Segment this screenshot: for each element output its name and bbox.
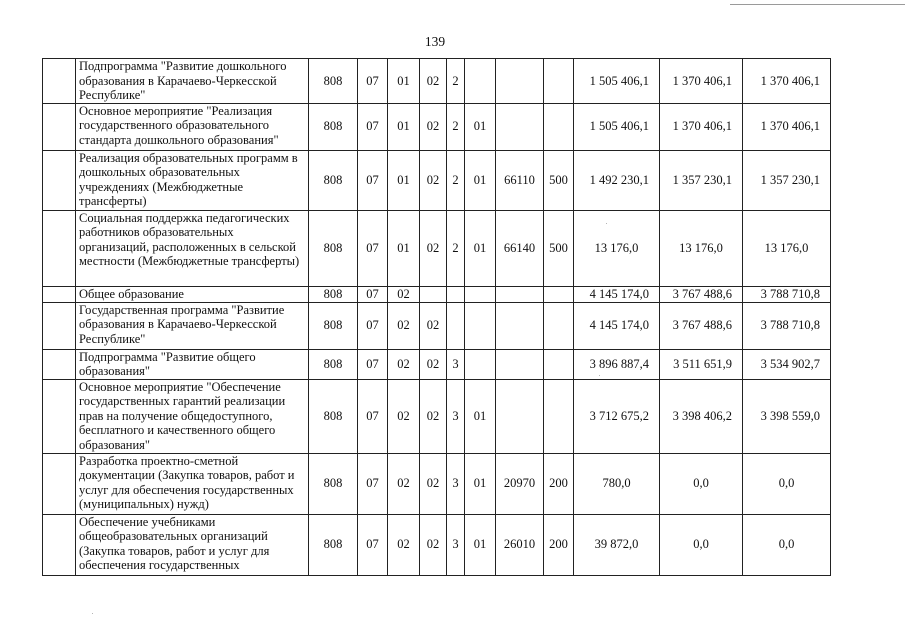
item-name-cell: Подпрограмма "Развитие общего образования" xyxy=(76,349,309,379)
program-cell: 02 xyxy=(420,302,447,349)
program-cell: 02 xyxy=(420,349,447,379)
item-name-cell: Государственная программа "Развитие образования в Карачаево-Черкесской Республике" xyxy=(76,302,309,349)
item-name-cell: Основное мероприятие "Обеспечение государственных гарантий реализации прав на получение общедоступного, бесплатного и качественного общего образования" xyxy=(76,379,309,453)
subprogram-cell: 3 xyxy=(447,379,465,453)
table-row xyxy=(43,286,831,302)
row-number-cell xyxy=(43,59,76,104)
subprogram-cell xyxy=(447,286,465,302)
item-name-cell: Реализация образовательных программ в дошкольных образовательных учреждениях (Межбюджетные трансферты) xyxy=(76,150,309,210)
amount-year-3-cell: 13 176,0 xyxy=(743,210,831,286)
program-cell: 02 xyxy=(420,514,447,575)
gov-code-cell: 808 xyxy=(309,150,358,210)
amount-year-3-cell: 3 788 710,8 xyxy=(743,302,831,349)
subsection-cell: 01 xyxy=(388,103,420,150)
expense-type-cell xyxy=(544,103,574,150)
section-cell: 07 xyxy=(358,302,388,349)
amount-year-2-cell: 3 398 406,2 xyxy=(660,379,743,453)
table-row xyxy=(43,150,831,210)
row-number-cell xyxy=(43,514,76,575)
amount-year-1-cell: 4 145 174,0 xyxy=(574,286,660,302)
amount-year-3-cell: 0,0 xyxy=(743,453,831,514)
activity-cell: 01 xyxy=(465,514,496,575)
gov-code-cell: 808 xyxy=(309,349,358,379)
row-number-cell xyxy=(43,103,76,150)
subprogram-cell: 3 xyxy=(447,514,465,575)
table-row xyxy=(43,514,831,575)
subsection-cell: 01 xyxy=(388,210,420,286)
top-edge-rule xyxy=(730,4,905,5)
gov-code-cell: 808 xyxy=(309,453,358,514)
program-cell: 02 xyxy=(420,210,447,286)
page-number: 139 xyxy=(424,34,446,49)
subprogram-cell: 3 xyxy=(447,453,465,514)
activity-cell xyxy=(465,302,496,349)
amount-year-2-cell: 3 767 488,6 xyxy=(660,302,743,349)
activity-cell: 01 xyxy=(465,150,496,210)
section-cell: 07 xyxy=(358,286,388,302)
section-cell: 07 xyxy=(358,379,388,453)
subprogram-cell: 2 xyxy=(447,59,465,104)
activity-cell xyxy=(465,59,496,104)
table-row xyxy=(43,379,831,453)
amount-year-1-cell: 1 492 230,1 xyxy=(574,150,660,210)
subsection-cell: 02 xyxy=(388,286,420,302)
program-cell: 02 xyxy=(420,453,447,514)
section-cell: 07 xyxy=(358,453,388,514)
direction-cell: 20970 xyxy=(496,453,544,514)
activity-cell: 01 xyxy=(465,103,496,150)
amount-year-2-cell: 13 176,0 xyxy=(660,210,743,286)
subsection-cell: 01 xyxy=(388,150,420,210)
item-name-cell: Социальная поддержка педагогических работников образовательных организаций, расположенных в сельской местности (Межбюджетные трансферты) xyxy=(76,210,309,286)
amount-year-3-cell: 1 357 230,1 xyxy=(743,150,831,210)
table-body xyxy=(43,59,831,576)
table-row xyxy=(43,103,831,150)
amount-year-3-cell: 3 534 902,7 xyxy=(743,349,831,379)
expense-type-cell xyxy=(544,379,574,453)
expense-type-cell xyxy=(544,349,574,379)
row-number-cell xyxy=(43,379,76,453)
subprogram-cell: 3 xyxy=(447,349,465,379)
gov-code-cell: 808 xyxy=(309,210,358,286)
activity-cell xyxy=(465,349,496,379)
table-row xyxy=(43,210,831,286)
direction-cell xyxy=(496,103,544,150)
scan-speck xyxy=(599,375,600,376)
amount-year-2-cell: 0,0 xyxy=(660,514,743,575)
direction-cell: 66140 xyxy=(496,210,544,286)
table-row xyxy=(43,59,831,104)
gov-code-cell: 808 xyxy=(309,103,358,150)
direction-cell: 26010 xyxy=(496,514,544,575)
expense-type-cell: 200 xyxy=(544,453,574,514)
expense-type-cell: 500 xyxy=(544,150,574,210)
gov-code-cell: 808 xyxy=(309,379,358,453)
gov-code-cell: 808 xyxy=(309,59,358,104)
subsection-cell: 02 xyxy=(388,514,420,575)
section-cell: 07 xyxy=(358,150,388,210)
section-cell: 07 xyxy=(358,349,388,379)
gov-code-cell: 808 xyxy=(309,302,358,349)
amount-year-1-cell: 4 145 174,0 xyxy=(574,302,660,349)
subprogram-cell: 2 xyxy=(447,150,465,210)
subprogram-cell: 2 xyxy=(447,103,465,150)
amount-year-1-cell: 1 505 406,1 xyxy=(574,59,660,104)
amount-year-2-cell: 3 767 488,6 xyxy=(660,286,743,302)
scan-speck xyxy=(606,223,607,224)
amount-year-1-cell: 13 176,0 xyxy=(574,210,660,286)
amount-year-1-cell: 3 896 887,4 xyxy=(574,349,660,379)
activity-cell xyxy=(465,286,496,302)
item-name-cell: Обеспечение учебниками общеобразовательных организаций (Закупка товаров, работ и услуг для обеспечения государственных xyxy=(76,514,309,575)
section-cell: 07 xyxy=(358,59,388,104)
amount-year-3-cell: 1 370 406,1 xyxy=(743,59,831,104)
program-cell: 02 xyxy=(420,379,447,453)
expense-type-cell: 200 xyxy=(544,514,574,575)
amount-year-2-cell: 3 511 651,9 xyxy=(660,349,743,379)
direction-cell: 66110 xyxy=(496,150,544,210)
section-cell: 07 xyxy=(358,103,388,150)
amount-year-1-cell: 3 712 675,2 xyxy=(574,379,660,453)
budget-table xyxy=(42,58,831,576)
subsection-cell: 02 xyxy=(388,379,420,453)
row-number-cell xyxy=(43,210,76,286)
row-number-cell xyxy=(43,302,76,349)
program-cell: 02 xyxy=(420,103,447,150)
direction-cell xyxy=(496,302,544,349)
program-cell: 02 xyxy=(420,150,447,210)
subprogram-cell: 2 xyxy=(447,210,465,286)
activity-cell: 01 xyxy=(465,453,496,514)
gov-code-cell: 808 xyxy=(309,514,358,575)
section-cell: 07 xyxy=(358,514,388,575)
amount-year-1-cell: 39 872,0 xyxy=(574,514,660,575)
item-name-cell: Основное мероприятие "Реализация государственного образовательного стандарта дошкольного образования" xyxy=(76,103,309,150)
expense-type-cell xyxy=(544,59,574,104)
amount-year-2-cell: 1 357 230,1 xyxy=(660,150,743,210)
row-number-cell xyxy=(43,453,76,514)
amount-year-1-cell: 780,0 xyxy=(574,453,660,514)
amount-year-2-cell: 1 370 406,1 xyxy=(660,59,743,104)
gov-code-cell: 808 xyxy=(309,286,358,302)
subsection-cell: 02 xyxy=(388,453,420,514)
program-cell xyxy=(420,286,447,302)
direction-cell xyxy=(496,379,544,453)
amount-year-1-cell: 1 505 406,1 xyxy=(574,103,660,150)
table-row xyxy=(43,349,831,379)
expense-type-cell: 500 xyxy=(544,210,574,286)
row-number-cell xyxy=(43,150,76,210)
subprogram-cell xyxy=(447,302,465,349)
amount-year-2-cell: 0,0 xyxy=(660,453,743,514)
expense-type-cell xyxy=(544,302,574,349)
direction-cell xyxy=(496,349,544,379)
expense-type-cell xyxy=(544,286,574,302)
section-cell: 07 xyxy=(358,210,388,286)
activity-cell: 01 xyxy=(465,210,496,286)
scan-speck xyxy=(92,613,93,614)
program-cell: 02 xyxy=(420,59,447,104)
item-name-cell: Подпрограмма "Развитие дошкольного образования в Карачаево-Черкесской Республике" xyxy=(76,59,309,104)
row-number-cell xyxy=(43,286,76,302)
amount-year-3-cell: 0,0 xyxy=(743,514,831,575)
subsection-cell: 02 xyxy=(388,302,420,349)
table-row xyxy=(43,453,831,514)
row-number-cell xyxy=(43,349,76,379)
direction-cell xyxy=(496,59,544,104)
subsection-cell: 02 xyxy=(388,349,420,379)
amount-year-3-cell: 3 398 559,0 xyxy=(743,379,831,453)
amount-year-3-cell: 3 788 710,8 xyxy=(743,286,831,302)
direction-cell xyxy=(496,286,544,302)
amount-year-2-cell: 1 370 406,1 xyxy=(660,103,743,150)
table-row xyxy=(43,302,831,349)
activity-cell: 01 xyxy=(465,379,496,453)
item-name-cell: Общее образование xyxy=(76,286,309,302)
subsection-cell: 01 xyxy=(388,59,420,104)
item-name-cell: Разработка проектно-сметной документации (Закупка товаров, работ и услуг для обеспечения государственных (муниципальных) нужд) xyxy=(76,453,309,514)
amount-year-3-cell: 1 370 406,1 xyxy=(743,103,831,150)
